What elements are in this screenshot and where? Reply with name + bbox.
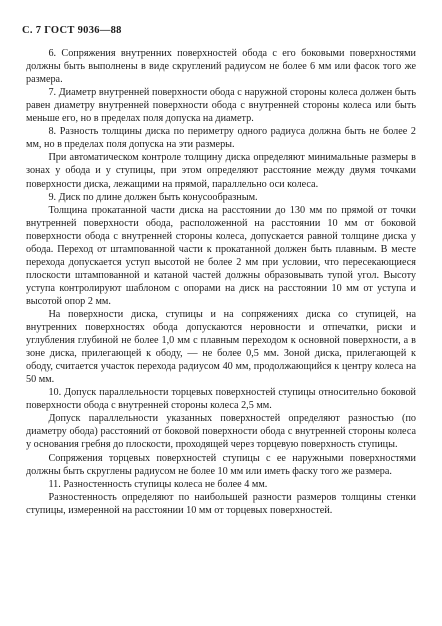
paragraph-9-surface: На поверхности диска, ступицы и на сопряжениях диска со ступицей, на внутренних поверхностях обода допускаются неровности и отпечатки, риски и углубления глубиной не более 1,0 мм с плавным переходом к основной поверхности, а в зоне диска, прилегающей к ободу, — не более 0,5 мм. Зоной диска, прилегающей к ободу, считается участок перехода радиусом 40 мм, продолжающийся к центру колеса на 50 мм. xyxy=(26,308,416,386)
paragraph-11-method: Разностенность определяют по наибольшей разности размеров толщины стенки ступицы, измеренной на расстоянии 10 мм от торцевых поверхностей. xyxy=(26,491,416,516)
paragraph-10: 10. Допуск параллельности торцевых поверхностей ступицы относительно боковой поверхности обода с внутренней стороны колеса 2,5 мм. xyxy=(26,387,416,412)
paragraph-8-note: При автоматическом контроле толщину диска определяют минимальные размеры в зонах у обода и у ступицы, при этом определяют расстояние между двумя точками поверхности диска, лежащими на прямой, параллельно оси колеса. xyxy=(26,152,416,190)
paragraph-8: 8. Разность толщины диска по периметру одного радиуса должна быть не более 2 мм, но в пределах поля допуска на эти размеры. xyxy=(26,126,416,151)
paragraph-9-detail: Толщина прокатанной части диска на расстоянии до 130 мм по прямой от точки внутренней поверхности обода, расположенной на расстоянии 10 мм от боковой поверхности обода с внутренней стороны колеса, допускается равной толщине диска у обода. Переход от штампованной части к прокатанной должен быть плавным. В месте перехода допускается уступ высотой не более 2 мм при условии, что пересекающиеся плоскости штампованной и катаной частей должны образовывать тупой угол. Высоту уступа контролируют шаблоном с опорами на диск на расстоянии 10 мм от уступа и высотой опор 2 мм. xyxy=(26,204,416,307)
paragraph-7: 7. Диаметр внутренней поверхности обода с наружной стороны колеса должен быть равен диаметру внутренней поверхности обода с внутренней стороны колеса или быть меньше его, но в пределах поля допуска на диаметр. xyxy=(26,87,416,125)
paragraph-6: 6. Сопряжения внутренних поверхностей обода с его боковыми поверхностями должны быть выполнены в виде скруглений радиусом не более 6 мм или фасок того же размера. xyxy=(26,48,416,86)
page-header: С. 7 ГОСТ 9036—88 xyxy=(22,25,122,36)
paragraph-11: 11. Разностенность ступицы колеса не более 4 мм. xyxy=(48,478,268,490)
paragraph-10-method: Допуск параллельности указанных поверхностей определяют разностью (по диаметру обода) расстояний от боковой поверхности обода с внутренней стороны колеса у основания гребня до плоскости, проходящей через торцевую поверхность ступицы. xyxy=(26,413,416,451)
paragraph-10-fillet: Сопряжения торцевых поверхностей ступицы с ее наружными поверхностями должны быть скруглены радиусом не более 10 мм или иметь фаску того же размера. xyxy=(26,452,416,477)
paragraph-9: 9. Диск по длине должен быть конусообразным. xyxy=(48,191,258,203)
document-body xyxy=(26,47,416,517)
